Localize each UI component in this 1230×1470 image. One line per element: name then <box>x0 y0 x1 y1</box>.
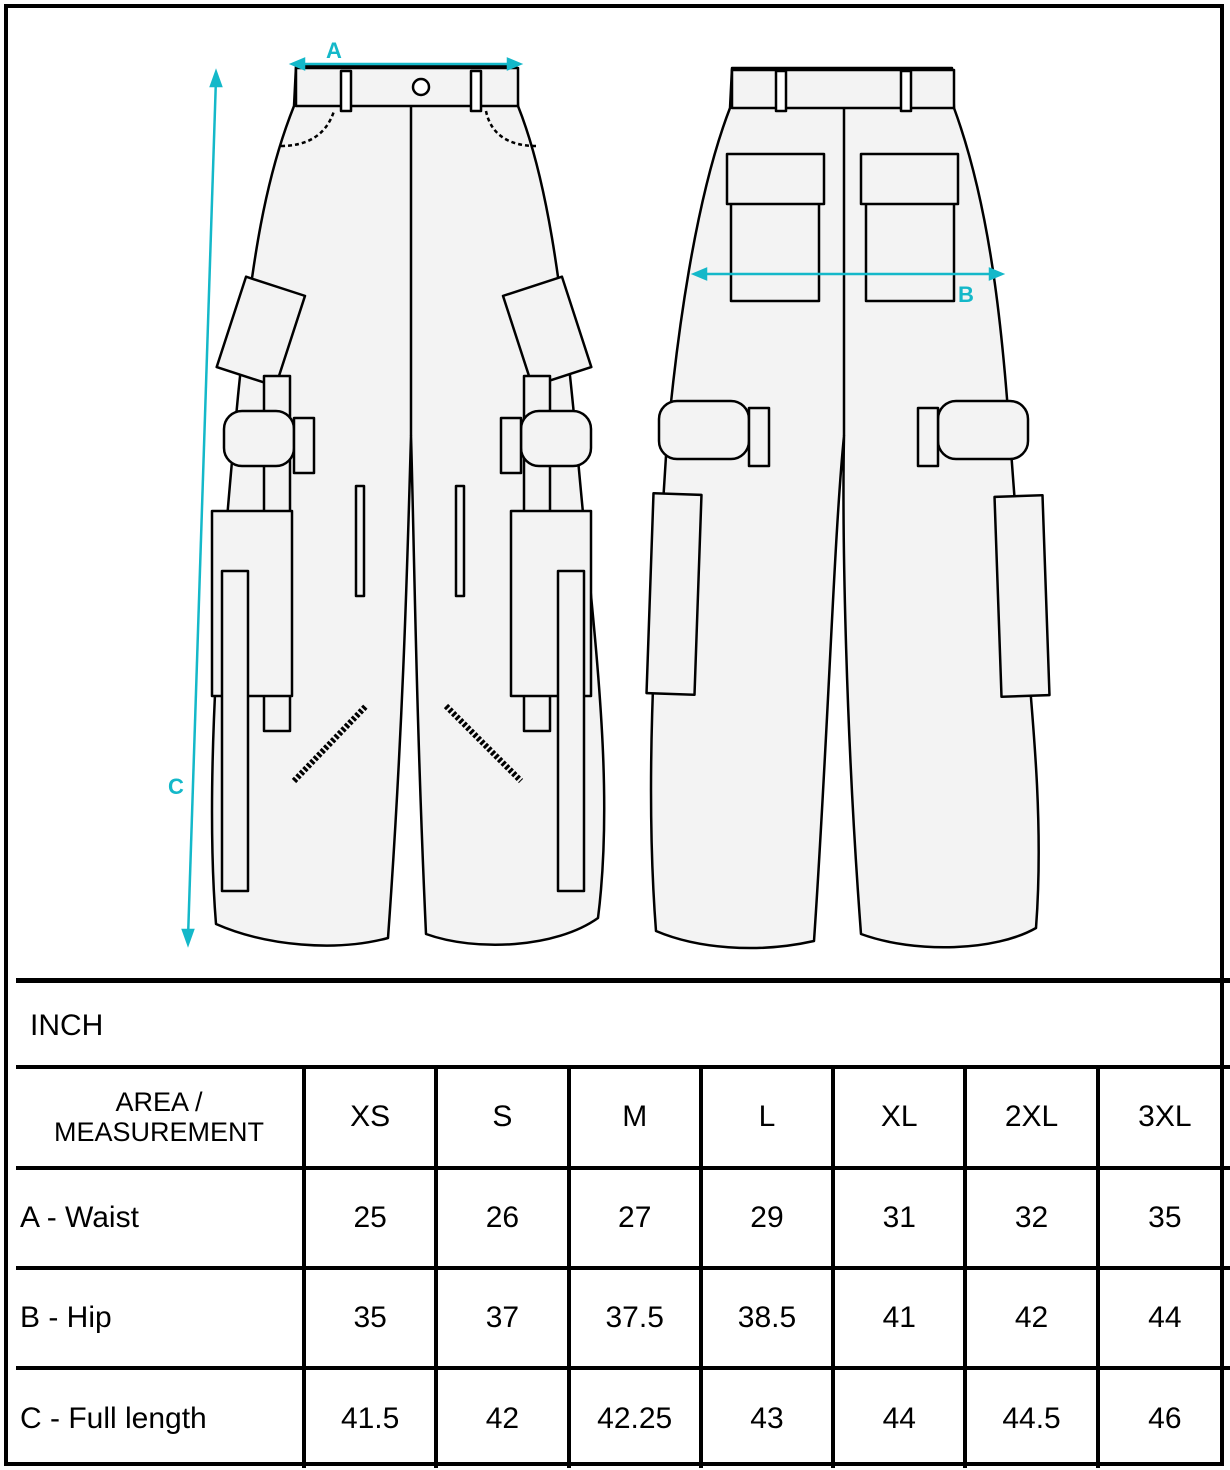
front-waistband <box>296 68 518 106</box>
header-area-line1: AREA / <box>115 1087 203 1117</box>
table-header-row <box>16 1068 1230 1168</box>
table-cell: 37 <box>436 1268 568 1368</box>
size-table <box>16 1068 1230 1468</box>
table-cell: 44 <box>1098 1268 1230 1368</box>
header-size-2xl: 2XL <box>965 1068 1097 1168</box>
table-cell: 44.5 <box>965 1368 1097 1468</box>
table-cell: 46 <box>1098 1368 1230 1468</box>
table-cell: 27 <box>569 1168 701 1268</box>
header-area-measurement <box>16 1068 304 1168</box>
row-label-full-length: C - Full length <box>16 1368 304 1468</box>
header-size-3xl: 3XL <box>1098 1068 1230 1168</box>
table-cell: 41.5 <box>304 1368 436 1468</box>
table-cell: 37.5 <box>569 1268 701 1368</box>
dimension-a-label: A <box>326 38 342 63</box>
table-cell: 43 <box>701 1368 833 1468</box>
table-cell: 42.25 <box>569 1368 701 1468</box>
back-waistband <box>732 70 954 108</box>
table-row <box>16 1268 1230 1368</box>
unit-label: INCH <box>30 1008 104 1042</box>
front-button <box>413 79 429 95</box>
table-cell: 35 <box>1098 1168 1230 1268</box>
header-size-s: S <box>436 1068 568 1168</box>
table-row <box>16 1368 1230 1468</box>
pants-diagram-svg <box>16 16 1230 978</box>
back-left-cargo-pocket <box>647 493 702 695</box>
pants-illustration <box>16 16 1230 978</box>
header-area-line2: MEASUREMENT <box>53 1117 264 1147</box>
size-chart-frame <box>4 4 1224 1466</box>
table-cell: 31 <box>833 1168 965 1268</box>
dimension-b-label: B <box>958 282 974 307</box>
header-size-l: L <box>701 1068 833 1168</box>
unit-row <box>16 983 1230 1068</box>
row-label-hip: B - Hip <box>16 1268 304 1368</box>
row-label-waist: A - Waist <box>16 1168 304 1268</box>
table-cell: 41 <box>833 1268 965 1368</box>
table-cell: 32 <box>965 1168 1097 1268</box>
table-row <box>16 1168 1230 1268</box>
table-cell: 26 <box>436 1168 568 1268</box>
table-cell: 42 <box>436 1368 568 1468</box>
table-cell: 25 <box>304 1168 436 1268</box>
back-right-cargo-pocket <box>995 495 1050 697</box>
table-cell: 35 <box>304 1268 436 1368</box>
header-size-m: M <box>569 1068 701 1168</box>
table-cell: 38.5 <box>701 1268 833 1368</box>
table-cell: 44 <box>833 1368 965 1468</box>
header-size-xl: XL <box>833 1068 965 1168</box>
table-cell: 29 <box>701 1168 833 1268</box>
header-size-xs: XS <box>304 1068 436 1168</box>
table-cell: 42 <box>965 1268 1097 1368</box>
dimension-c-label: C <box>168 774 184 799</box>
